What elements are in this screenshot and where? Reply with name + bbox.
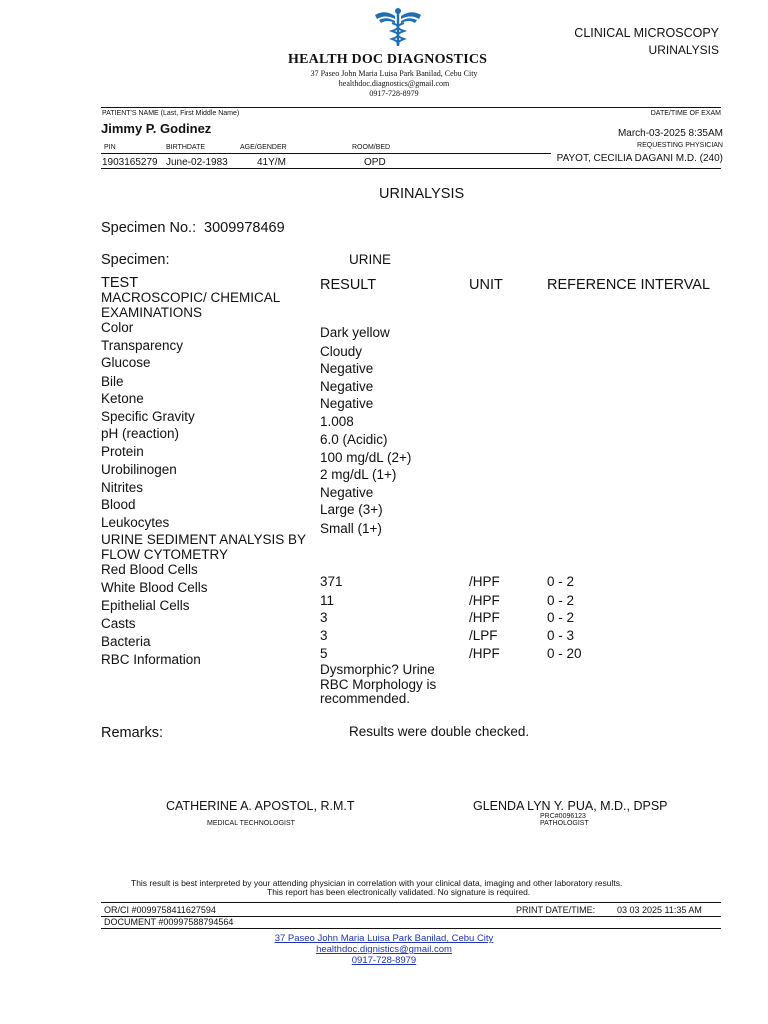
test-name: Leukocytes <box>101 515 170 530</box>
birthdate-value: June-02-1983 <box>166 157 228 168</box>
test-reference: 0 - 2 <box>547 593 575 608</box>
test-name: RBC Information <box>101 652 201 667</box>
test-result: 6.0 (Acidic) <box>320 432 388 447</box>
divider <box>101 168 721 169</box>
test-name: Blood <box>101 497 136 512</box>
test-result: Dark yellow <box>320 325 390 340</box>
section-sediment: URINE SEDIMENT ANALYSIS BY FLOW CYTOMETRY <box>101 532 306 562</box>
test-reference: 0 - 2 <box>547 610 575 625</box>
document-number: DOCUMENT #00997588794564 <box>104 917 234 927</box>
footer-address-link[interactable]: 37 Paseo John Maria Luisa Park Banilad, Cebu City <box>274 933 494 944</box>
specimen-no-label: Specimen No.: <box>101 220 197 236</box>
test-name: Epithelial Cells <box>101 598 190 613</box>
report-title: URINALYSIS <box>379 186 465 202</box>
test-name: Casts <box>101 616 136 631</box>
test-name: Bile <box>101 374 124 389</box>
department-title: CLINICAL MICROSCOPY <box>574 26 719 40</box>
specimen-value: URINE <box>349 252 392 267</box>
date-time-label: DATE/TIME OF EXAM <box>650 110 721 117</box>
test-reference: 0 - 3 <box>547 628 575 643</box>
validation-note: This report has been electronically validated. No signature is required. <box>267 887 531 897</box>
test-result: 3 <box>320 628 328 643</box>
test-name: Color <box>101 320 134 335</box>
test-result: 5 <box>320 646 328 661</box>
specimen-no: 3009978469 <box>204 220 285 236</box>
test-reference: 0 - 2 <box>547 574 575 589</box>
footer-email-link[interactable]: healthdoc.dignistics@gmail.com <box>316 944 452 955</box>
test-name: Urobilinogen <box>101 462 177 477</box>
lab-phone: 0917-728-8979 <box>369 89 419 98</box>
test-name: Specific Gravity <box>101 409 195 424</box>
test-result: 371 <box>320 574 343 589</box>
lab-name: HEALTH DOC DIAGNOSTICS <box>288 52 488 67</box>
pathologist-title: PATHOLOGIST <box>540 820 589 827</box>
test-name: Red Blood Cells <box>101 562 198 577</box>
test-result: 1.008 <box>320 414 354 429</box>
room-bed-label: ROOM/BED <box>352 144 391 151</box>
test-name: White Blood Cells <box>101 580 208 595</box>
test-result: Negative <box>320 379 374 394</box>
lab-address: 37 Paseo John Maria Luisa Park Banilad, Cebu City <box>310 69 478 78</box>
test-name: Glucose <box>101 355 151 370</box>
remarks-label: Remarks: <box>101 725 164 741</box>
divider <box>101 153 551 154</box>
test-unit: /HPF <box>469 610 500 625</box>
test-name: Transparency <box>101 338 184 353</box>
col-result: RESULT <box>320 277 377 293</box>
birthdate-label: BIRTHDATE <box>166 144 206 151</box>
test-unit: /HPF <box>469 574 500 589</box>
patient-name: Jimmy P. Godinez <box>101 121 212 136</box>
disclaimer-note: This result is best interpreted by your attending physician in correlation with your clinical data, imaging and other laboratory results. <box>131 878 623 888</box>
department-subtitle: URINALYSIS <box>648 43 719 57</box>
test-result: Large (3+) <box>320 502 383 517</box>
test-reference: 0 - 20 <box>547 646 582 661</box>
test-name: Nitrites <box>101 480 144 495</box>
col-test: TEST <box>101 275 139 291</box>
test-result-note: Dysmorphic? Urine RBC Morphology is recommended. <box>320 662 437 706</box>
specimen-label: Specimen: <box>101 252 170 268</box>
divider <box>101 902 721 903</box>
section-macroscopic: MACROSCOPIC/ CHEMICAL EXAMINATIONS <box>101 290 280 320</box>
footer-phone-link[interactable]: 0917-728-8979 <box>351 955 417 966</box>
patient-name-label: PATIENT'S NAME (Last, First Middle Name) <box>102 110 240 117</box>
requesting-physician: PAYOT, CECILIA DAGANI M.D. (240) <box>556 153 723 164</box>
test-result: 2 mg/dL (1+) <box>320 467 397 482</box>
test-name: Bacteria <box>101 634 151 649</box>
divider <box>101 928 721 929</box>
or-ci-number: OR/CI #00997584116275​94 <box>104 905 216 915</box>
test-result: Negative <box>320 361 374 376</box>
test-unit: /HPF <box>469 646 500 661</box>
medtech-title: MEDICAL TECHNOLOGIST <box>207 820 295 827</box>
pathologist-prc: PRC#0096123 <box>540 813 586 820</box>
test-result: Cloudy <box>320 344 363 359</box>
col-reference: REFERENCE INTERVAL <box>547 277 711 293</box>
test-name: pH (reaction) <box>101 426 180 441</box>
test-result: 100 mg/dL (2+) <box>320 450 412 465</box>
pathologist-name: GLENDA LYN Y. PUA, M.D., DPSP <box>473 799 668 813</box>
test-unit: /HPF <box>469 593 500 608</box>
pin-label: PIN <box>104 144 116 151</box>
test-result: 3 <box>320 610 328 625</box>
requesting-physician-label: REQUESTING PHYSICIAN <box>637 142 723 149</box>
test-result: Negative <box>320 396 374 411</box>
age-gender-label: AGE/GENDER <box>240 144 287 151</box>
test-name: Ketone <box>101 391 144 406</box>
divider <box>101 107 721 108</box>
room-bed-value: OPD <box>364 157 386 168</box>
remarks-text: Results were double checked. <box>349 724 530 739</box>
test-result: Small (1+) <box>320 521 382 536</box>
caduceus-logo-icon <box>373 7 423 47</box>
lab-email: healthdoc.diagnostics@gmail.com <box>338 79 450 88</box>
test-result: Negative <box>320 485 374 500</box>
pin-value: 1903165279 <box>102 157 158 168</box>
test-result: 11 <box>320 593 335 608</box>
print-date-label: PRINT DATE/TIME: <box>516 905 596 915</box>
col-unit: UNIT <box>469 277 503 293</box>
medtech-name: CATHERINE A. APOSTOL, R.M.T <box>166 799 355 813</box>
age-gender-value: 41Y/M <box>257 157 286 168</box>
exam-date-time: March-03-2025 8:35AM <box>617 128 723 139</box>
test-unit: /LPF <box>469 628 498 643</box>
print-date-value: 03 03 2025 11:35 AM <box>617 905 702 915</box>
test-name: Protein <box>101 444 144 459</box>
